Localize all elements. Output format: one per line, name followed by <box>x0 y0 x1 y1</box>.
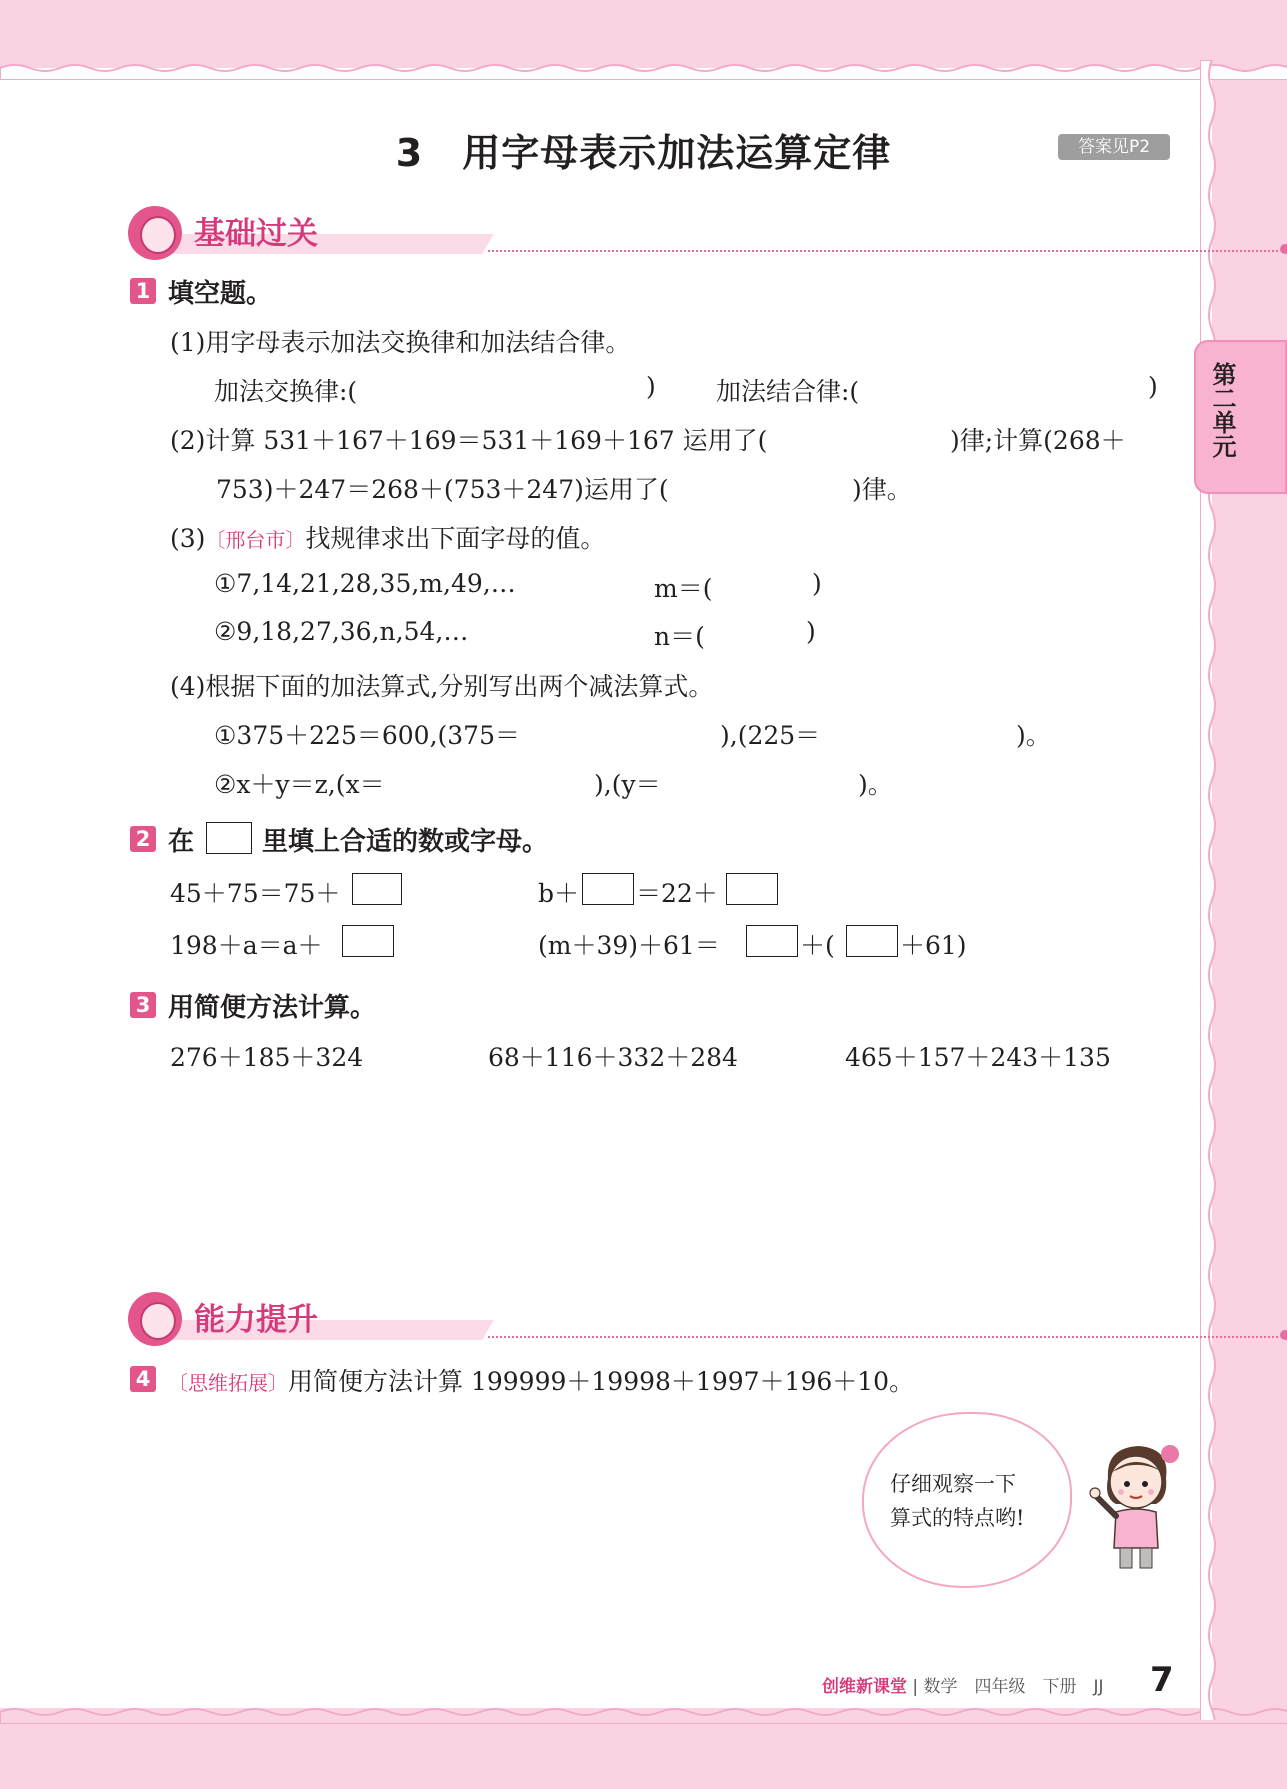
q1-part3: (3)〔邢台市〕找规律求出下面字母的值。 <box>170 524 606 553</box>
question-2-title-a: 在 <box>168 827 195 857</box>
answer-box[interactable] <box>352 873 402 905</box>
footer-separator: | <box>912 1677 919 1697</box>
q1-part2-a: (2)计算 531＋167＋169＝531＋169＋167 运用了( <box>170 426 768 455</box>
q1-part3-seq2-close: ) <box>806 617 816 646</box>
answer-box[interactable] <box>342 925 394 957</box>
question-number-4: 4 <box>130 1366 156 1392</box>
q1-part3-seq2: ②9,18,27,36,n,54,… <box>214 617 469 646</box>
question-2-title-b: 里填上合适的数或字母。 <box>262 827 549 857</box>
bubble-line-1: 仔细观察一下 <box>890 1472 1016 1496</box>
q1-associative-label: 加法结合律:( <box>716 377 860 406</box>
q3-expression-3: 465＋157＋243＋135 <box>845 1043 1111 1072</box>
q1-part3-seq1-answer: m＝( <box>654 574 713 603</box>
q2-row1-right-a: b＋ <box>538 879 580 908</box>
answer-box[interactable] <box>746 925 798 957</box>
q1-part3-seq2-answer: n＝( <box>654 622 705 651</box>
q2-row2-left: 198＋a＝a＋ <box>170 931 323 960</box>
q1-part3-seq1-close: ) <box>812 569 822 598</box>
q3-expression-1: 276＋185＋324 <box>170 1043 364 1072</box>
page-title: 3 用字母表示加法运算定律 <box>395 131 892 175</box>
section-header-basic <box>128 206 1170 260</box>
question-4: 〔思维拓展〕用简便方法计算 199999＋19998＋1997＋196＋10。 <box>168 1367 915 1396</box>
q2-row2-right-a: (m＋39)＋61＝ <box>538 931 720 960</box>
footer-book-info: 数学 四年级 下册 JJ <box>923 1677 1104 1697</box>
mascot-icon <box>128 1292 182 1346</box>
bubble-line-2: 算式的特点哟! <box>890 1506 1025 1530</box>
speech-bubble <box>862 1412 1072 1588</box>
question-number-2: 2 <box>130 826 156 852</box>
girl-illustration <box>1086 1440 1186 1570</box>
question-number-3: 3 <box>130 992 156 1018</box>
q1-associative-close: ) <box>1148 372 1158 401</box>
q1-part4-eq1-c: )。 <box>1016 721 1051 750</box>
footer-brand: 创维新课堂 <box>822 1677 907 1697</box>
section-header-advanced <box>128 1292 1170 1346</box>
answer-box[interactable] <box>726 873 778 905</box>
region-tag: 〔邢台市〕 <box>205 528 306 552</box>
q1-part4-eq1-b: ),(225＝ <box>720 721 821 750</box>
q2-row2-right-b: ＋( <box>800 931 835 960</box>
unit-tab <box>1194 340 1287 494</box>
section-title-basic: 基础过关 <box>194 216 318 252</box>
unit-tab-label: 第二单元 <box>1208 362 1236 458</box>
q1-part2-c: 753)＋247＝268＋(753＋247)运用了( <box>216 475 669 504</box>
question-3-title: 用简便方法计算。 <box>168 993 377 1023</box>
answer-box[interactable] <box>846 925 898 957</box>
q1-part1: (1)用字母表示加法交换律和加法结合律。 <box>170 328 631 357</box>
q1-part4-eq2-b: ),(y＝ <box>594 770 661 799</box>
top-wave-border <box>0 56 1287 80</box>
answer-box[interactable] <box>582 873 634 905</box>
q2-row1-right-b: ＝22＋ <box>636 879 718 908</box>
mascot-icon <box>128 206 182 260</box>
q2-row1-left: 45＋75＝75＋ <box>170 879 341 908</box>
example-answer-box <box>206 822 252 854</box>
section-title-advanced: 能力提升 <box>194 1302 318 1338</box>
right-wave-border <box>1200 60 1224 1720</box>
q1-part2-b: )律;计算(268＋ <box>950 426 1126 455</box>
q1-part4-eq1-a: ①375＋225＝600,(375＝ <box>214 721 520 750</box>
question-1-title: 填空题。 <box>168 279 273 309</box>
q3-expression-2: 68＋116＋332＋284 <box>488 1043 738 1072</box>
thinking-extension-tag: 〔思维拓展〕 <box>168 1371 288 1395</box>
q1-part4: (4)根据下面的加法算式,分别写出两个减法算式。 <box>170 672 714 701</box>
q2-row2-right-c: ＋61) <box>900 931 967 960</box>
q1-commutative-close: ) <box>646 372 656 401</box>
q1-commutative-label: 加法交换律:( <box>214 377 358 406</box>
q1-part3-seq1: ①7,14,21,28,35,m,49,… <box>214 569 516 598</box>
q1-part2-d: )律。 <box>852 475 912 504</box>
page-number: 7 <box>1150 1660 1174 1700</box>
q1-part4-eq2-c: )。 <box>858 770 893 799</box>
question-number-1: 1 <box>130 278 156 304</box>
bottom-wave-border <box>0 1700 1287 1724</box>
q1-part4-eq2-a: ②x＋y＝z,(x＝ <box>214 770 385 799</box>
footer-info <box>822 1672 1104 1697</box>
answer-reference-tag: 答案见P2 <box>1058 134 1170 160</box>
